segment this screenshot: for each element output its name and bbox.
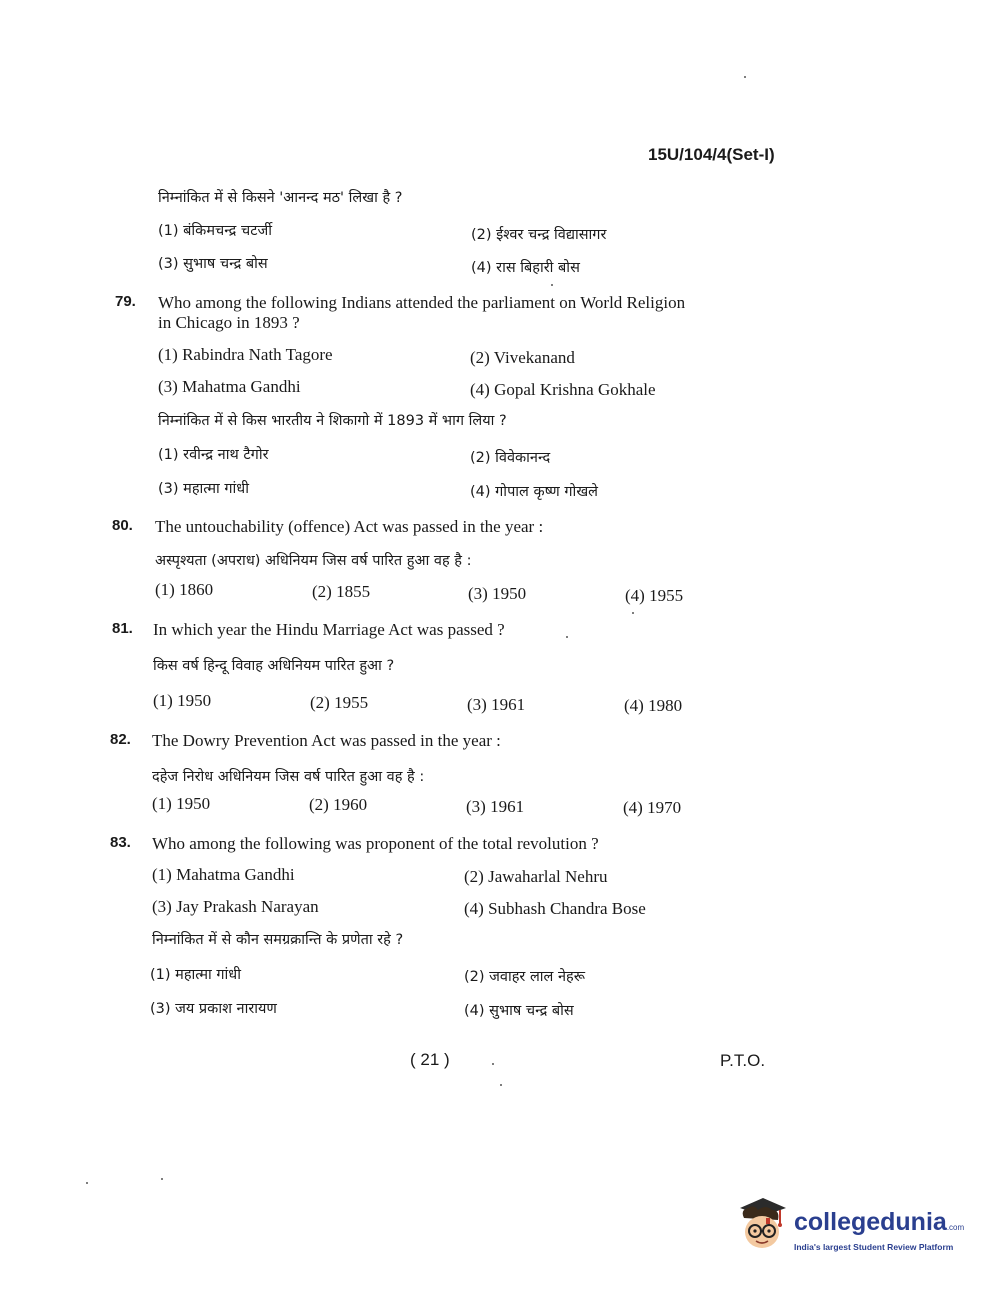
q83-option-en-1: (1) Mahatma Gandhi: [152, 865, 295, 884]
q83-english: Who among the following was proponent of the total revolution ?: [152, 834, 599, 853]
scan-speck: [744, 76, 746, 78]
q79-english-line1: Who among the following Indians attended the parliament on World Religion: [158, 293, 686, 312]
q83-option-en-3: (3) Jay Prakash Narayan: [152, 897, 319, 916]
q79-option-hi-2: (2) विवेकानन्द: [470, 450, 551, 466]
q83-option-hi-4: (4) सुभाष चन्द्र बोस: [464, 1003, 574, 1019]
scan-speck: [566, 636, 568, 638]
q78-option-4: (4) रास बिहारी बोस: [471, 260, 580, 276]
q79-option-hi-3: (3) महात्मा गांधी: [158, 481, 249, 497]
q78-hindi-question: निम्नांकित में से किसने 'आनन्द मठ' लिखा है ?: [158, 190, 403, 206]
q79-hindi-question: निम्नांकित में से किस भारतीय ने शिकागो में 1893 में भाग लिया ?: [158, 413, 507, 429]
scan-speck: [86, 1182, 88, 1184]
scan-speck: [500, 1084, 502, 1086]
q79-option-hi-1: (1) रवीन्द्र नाथ टैगोर: [158, 447, 269, 463]
q80-hindi: अस्पृश्यता (अपराध) अधिनियम जिस वर्ष पारित हुआ वह है :: [155, 553, 472, 569]
scan-speck: [551, 284, 553, 286]
q81-option-1: (1) 1950: [153, 691, 212, 710]
q83-hindi-question: निम्नांकित में से कौन समग्रक्रान्ति के प्रणेता रहे ?: [152, 932, 404, 948]
q81-option-2: (2) 1955: [310, 693, 369, 712]
page-number: ( 21 ): [410, 1050, 450, 1069]
paper-code: 15U/104/4(Set-I): [648, 145, 775, 164]
q81-number: 81.: [112, 620, 133, 637]
q81-option-4: (4) 1980: [624, 696, 683, 715]
q83-number: 83.: [110, 834, 131, 851]
q83-option-hi-1: (1) महात्मा गांधी: [150, 967, 241, 983]
q81-option-3: (3) 1961: [467, 695, 526, 714]
pto-label: P.T.O.: [720, 1051, 766, 1070]
q82-number: 82.: [110, 731, 131, 748]
q79-number: 79.: [115, 293, 136, 310]
scan-speck: [632, 612, 634, 614]
q81-english: In which year the Hindu Marriage Act was passed ?: [153, 620, 505, 639]
q80-number: 80.: [112, 517, 133, 534]
q80-english: The untouchability (offence) Act was passed in the year :: [155, 517, 544, 536]
q82-english: The Dowry Prevention Act was passed in the year :: [152, 731, 501, 750]
logo-suffix: .com: [946, 1223, 965, 1232]
q79-option-en-3: (3) Mahatma Gandhi: [158, 377, 301, 396]
q79-option-en-4: (4) Gopal Krishna Gokhale: [470, 380, 656, 399]
mascot-icon: [736, 1196, 790, 1256]
q83-option-en-4: (4) Subhash Chandra Bose: [464, 899, 646, 918]
q82-option-4: (4) 1970: [623, 798, 682, 817]
q82-option-3: (3) 1961: [466, 797, 525, 816]
q78-option-3: (3) सुभाष चन्द्र बोस: [158, 256, 268, 272]
q78-option-2: (2) ईश्वर चन्द्र विद्यासागर: [471, 227, 607, 243]
q83-option-hi-2: (2) जवाहर लाल नेहरू: [464, 969, 586, 985]
q82-option-2: (2) 1960: [309, 795, 368, 814]
q79-option-en-2: (2) Vivekanand: [470, 348, 575, 367]
q83-option-en-2: (2) Jawaharlal Nehru: [464, 867, 608, 886]
q80-option-2: (2) 1855: [312, 582, 371, 601]
q83-option-hi-3: (3) जय प्रकाश नारायण: [150, 1001, 277, 1017]
q82-option-1: (1) 1950: [152, 794, 211, 813]
q79-option-en-1: (1) Rabindra Nath Tagore: [158, 345, 333, 364]
q81-hindi: किस वर्ष हिन्दू विवाह अधिनियम पारित हुआ ?: [153, 658, 395, 674]
q79-option-hi-4: (4) गोपाल कृष्ण गोखले: [470, 484, 599, 500]
q80-option-4: (4) 1955: [625, 586, 684, 605]
q82-hindi: दहेज निरोध अधिनियम जिस वर्ष पारित हुआ वह है :: [152, 769, 425, 785]
q79-english-line2: in Chicago in 1893 ?: [158, 313, 300, 332]
q80-option-3: (3) 1950: [468, 584, 527, 603]
q78-option-1: (1) बंकिमचन्द्र चटर्जी: [158, 223, 273, 239]
q80-option-1: (1) 1860: [155, 580, 214, 599]
logo-brand: collegedunia.com: [794, 1208, 965, 1236]
scan-speck: [161, 1178, 163, 1180]
collegedunia-logo: [736, 1196, 965, 1260]
logo-tagline: India's largest Student Review Platform: [794, 1242, 954, 1252]
scan-speck: [492, 1063, 494, 1065]
